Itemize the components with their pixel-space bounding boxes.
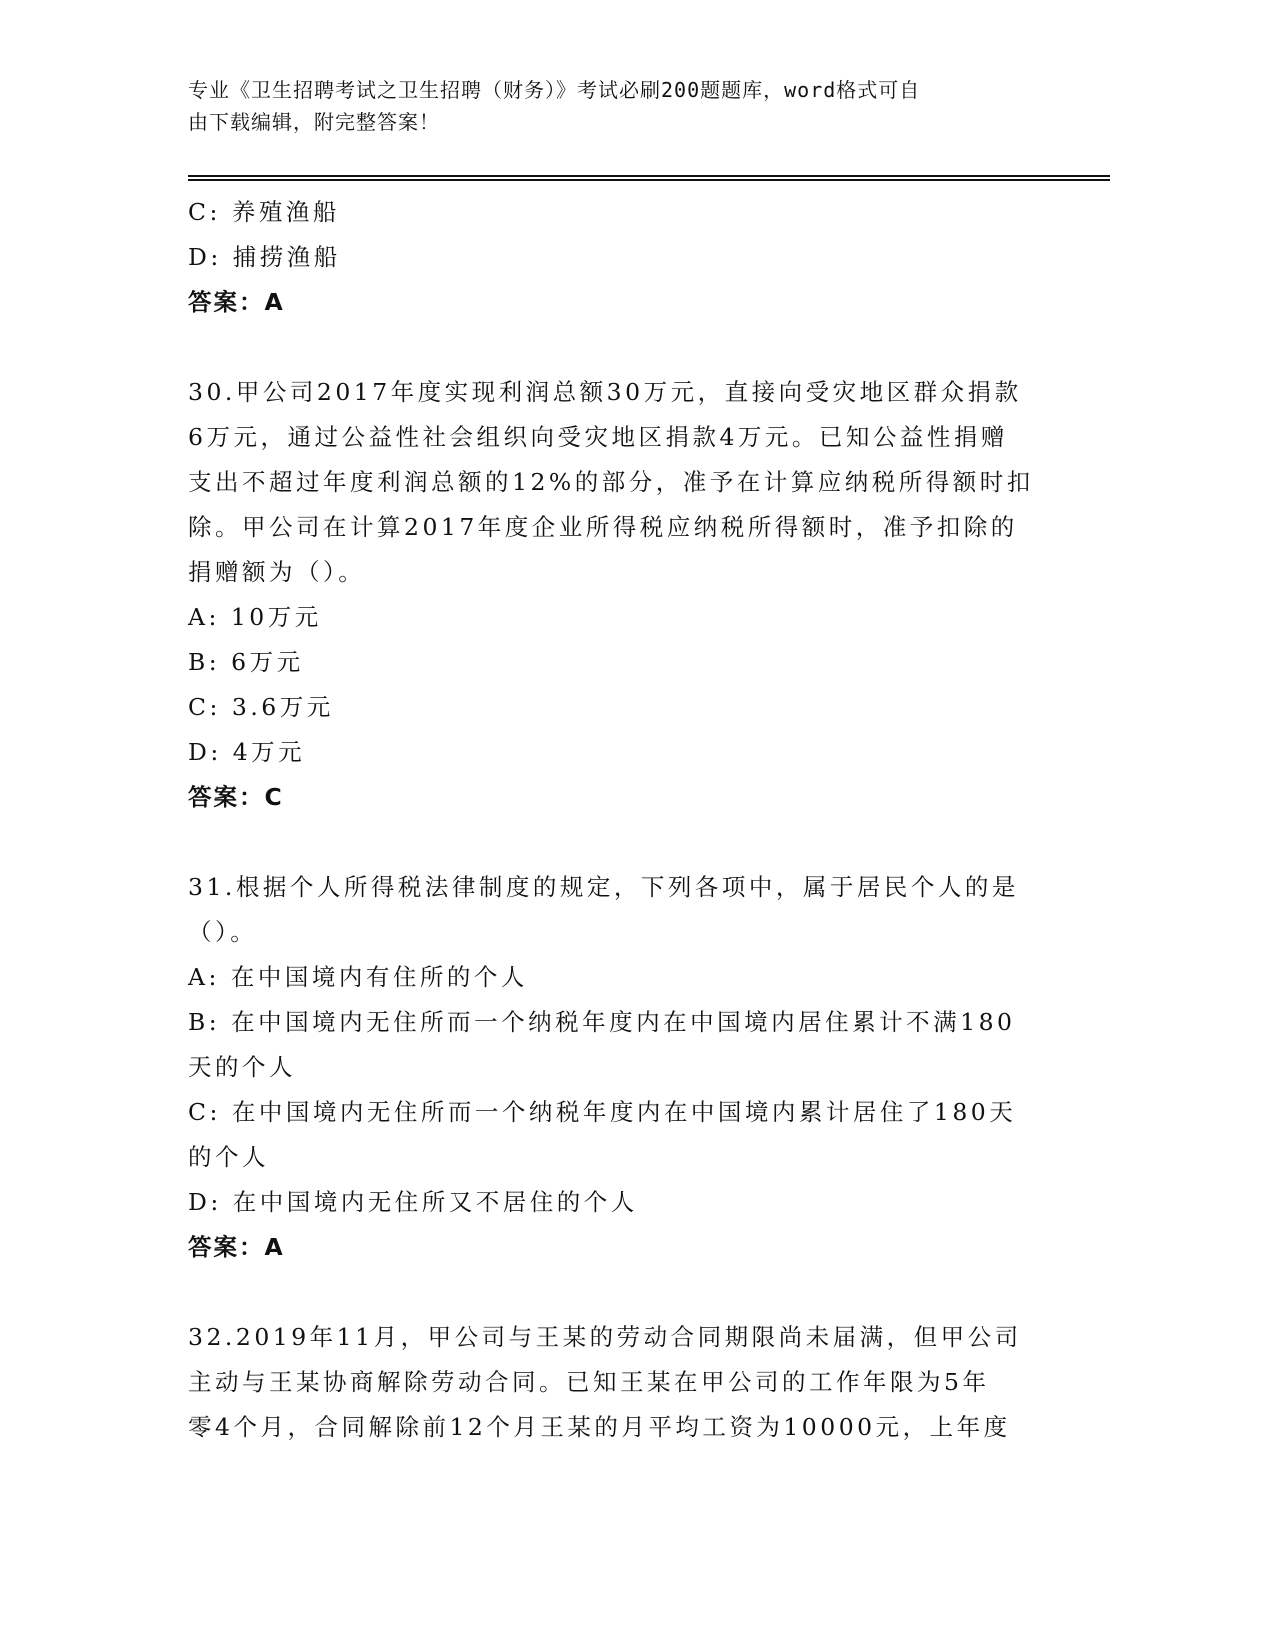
option-c: C: 在中国境内无住所而一个纳税年度内在中国境内累计居住了180天: [188, 1098, 1017, 1126]
question-text-line: 6万元，通过公益性社会组织向受灾地区捐款4万元。已知公益性捐赠: [188, 423, 1008, 451]
question-30: [188, 370, 1088, 820]
question-text-line: 31.根据个人所得税法律制度的规定，下列各项中，属于居民个人的是: [188, 873, 1019, 901]
question-spacer: [188, 325, 1088, 370]
option-b-continued: 天的个人: [188, 1053, 296, 1081]
header-divider-top: [188, 175, 1110, 177]
option-d: D: 在中国境内无住所又不居住的个人: [188, 1188, 638, 1216]
option-c: C: 养殖渔船: [188, 198, 340, 226]
question-text-line: 30.甲公司2017年度实现利润总额30万元，直接向受灾地区群众捐款: [188, 378, 1022, 406]
option-b: B: 6万元: [188, 648, 304, 676]
question-text-line: 支出不超过年度利润总额的12%的部分，准予在计算应纳税所得额时扣: [188, 468, 1034, 496]
option-d: D: 捕捞渔船: [188, 243, 341, 271]
question-text-line: 除。甲公司在计算2017年度企业所得税应纳税所得额时，准予扣除的: [188, 513, 1018, 541]
question-text-line: 主动与王某协商解除劳动合同。已知王某在甲公司的工作年限为5年: [188, 1368, 990, 1396]
document-header: [188, 74, 1088, 138]
option-a: A: 10万元: [188, 603, 322, 631]
answer-line: 答案：C: [188, 783, 284, 811]
header-line-1: 专业《卫生招聘考试之卫生招聘（财务）》考试必刷200题题库，word格式可自: [188, 78, 921, 102]
question-text-line: 32.2019年11月，甲公司与王某的劳动合同期限尚未届满，但甲公司: [188, 1323, 1022, 1351]
option-a: A: 在中国境内有住所的个人: [188, 963, 528, 991]
header-line-2: 由下载编辑，附完整答案！: [188, 110, 440, 134]
answer-line: 答案：A: [188, 288, 285, 316]
document-body: [188, 190, 1088, 1450]
question-spacer: [188, 820, 1088, 865]
question-text-line: 零4个月，合同解除前12个月王某的月平均工资为10000元，上年度: [188, 1413, 1011, 1441]
question-text-line: （）。: [188, 918, 258, 946]
question-32: [188, 1315, 1088, 1450]
question-31: [188, 865, 1088, 1270]
question-text-line: 捐赠额为（）。: [188, 558, 366, 586]
answer-line: 答案：A: [188, 1233, 285, 1261]
header-divider-bottom: [188, 179, 1110, 181]
question-spacer: [188, 1270, 1088, 1315]
option-c-continued: 的个人: [188, 1143, 269, 1171]
previous-question-tail: [188, 190, 1088, 325]
option-b: B: 在中国境内无住所而一个纳税年度内在中国境内居住累计不满180: [188, 1008, 1016, 1036]
option-d: D: 4万元: [188, 738, 306, 766]
option-c: C: 3.6万元: [188, 693, 334, 721]
